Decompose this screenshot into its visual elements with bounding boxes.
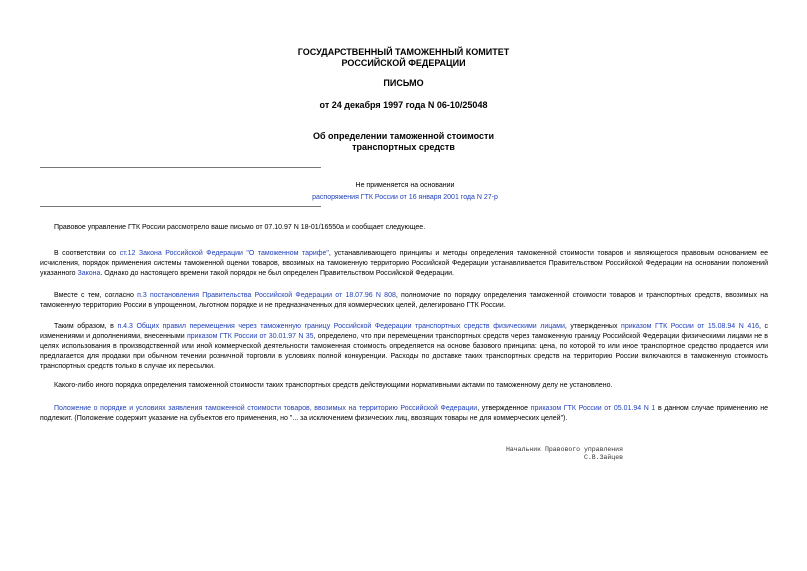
paragraph-2-text-c: . Однако до настоящего времени такой порядок не был определен Правительством Российской Федерации. (100, 270, 454, 277)
status-note-link[interactable]: распоряжения ГТК России от 16 января 2001 года N 27-р (312, 194, 498, 201)
paragraph-4-text-c: , с изменениями и дополнениями, внесенными (40, 323, 769, 340)
paragraph-2-text-a: В соответствии со (54, 250, 120, 257)
paragraph-4-text-a: Таким образом, в (54, 323, 118, 330)
customs-value-regulation-link[interactable]: Положение о порядке и условиях заявления таможенной стоимости товаров, ввозимых на территорию Российской Федерации (54, 405, 478, 412)
document-date-number: от 24 декабря 1997 года N 06-10/25048 (319, 100, 488, 110)
divider-bottom (40, 206, 321, 207)
order-35-link[interactable]: приказом ГТК России от 30.01.97 N 35 (186, 333, 314, 340)
paragraph-6-text-a: , утвержденное (477, 405, 531, 412)
signatory-position: Начальник Правового управления (505, 446, 623, 453)
paragraph-1-text: Правовое управление ГТК России рассмотрело ваше письмо от 07.10.97 N 18-01/16550а и сообщает следующее. (54, 224, 426, 231)
paragraph-3-text-b: , полномочие по порядку определения таможенной стоимости товаров и транспортных средств, ввозимых на таможенную территорию России в упрощенном, льготном порядке и не предназначенных для коммерческих целей, делегировано ГТК России. (40, 292, 769, 309)
paragraph-4-text-d: , определено, что при перемещении транспортных средств через таможенную границу Российской Федерации физическими лицами не в целях использования в производственной или иной коммерческой деятельности таможенная стоимость определяется на основе базового принципа: цена, по которой то или иное транспортное средство продается или предлагается для продажи при обычном течении розничной торговли в условиях полной конкуренции. Расходы по доставке таких транспортных средств на территорию России включаются в таможенную стоимость транспортных средств только в случае их пересылки. (40, 333, 768, 370)
paragraph-5-text: Какого-либо иного порядка определения таможенной стоимости таких транспортных средств действующими нормативными актами по таможенному делу не установлено. (54, 382, 613, 389)
paragraph-3 (40, 291, 768, 311)
issuer-line-2: РОССИЙСКОЙ ФЕДЕРАЦИИ (341, 58, 466, 68)
paragraph-2 (40, 249, 768, 279)
paragraph-5 (40, 381, 768, 391)
paragraph-2-text-b: , устанавливающего принципы и методы определения таможенной стоимости товаров и являющегося правовым основанием ее исчисления, порядок применения системы таможенной оценки товаров, ввозимых на таможенную территорию Российской Федерации устанавливается Правительством Российской Федерации на основании положений указанного (40, 250, 768, 277)
subject-line-2: транспортных средств (352, 142, 455, 152)
subject-line-1: Об определении таможенной стоимости (312, 131, 494, 141)
issuer-heading (0, 47, 807, 69)
paragraph-6 (40, 404, 768, 424)
document-type: ПИСЬМО (383, 78, 424, 88)
government-decree-808-link[interactable]: п.3 постановления Правительства Российской Федерации от 18.07.96 N 808 (137, 292, 396, 299)
divider-top (40, 167, 321, 168)
order-416-link[interactable]: приказом ГТК России от 15.08.94 N 416 (621, 323, 759, 330)
status-note (300, 180, 510, 204)
status-note-text: Не применяется на основании (355, 182, 455, 189)
paragraph-4 (40, 322, 768, 372)
issuer-line-1: ГОСУДАРСТВЕННЫЙ ТАМОЖЕННЫЙ КОМИТЕТ (297, 47, 510, 57)
document-subject (0, 131, 807, 153)
general-rules-link[interactable]: п.4.3 Общих правил перемещения через таможенную границу Российской Федерации транспортных средств физическими лицами (117, 323, 565, 330)
paragraph-3-text-a: Вместе с тем, согласно (54, 292, 138, 299)
order-1-link[interactable]: приказом ГТК России от 05.01.94 N 1 (530, 405, 656, 412)
signature-block (506, 446, 623, 462)
law-link[interactable]: Закона (77, 270, 101, 277)
signatory-name: С.В.Зайцев (583, 454, 623, 461)
paragraph-4-text-b: , утвержденных (564, 323, 622, 330)
paragraph-1 (40, 223, 768, 233)
paragraph-6-text-b: в данном случае применению не подлежит. (Положение содержит указание на субъектов его применения, но "... за исключением физических лиц, ввозящих товары не для коммерческих целей"). (40, 405, 768, 422)
law-article-12-link[interactable]: ст.12 Закона Российской Федерации "О таможенном тарифе" (119, 250, 329, 257)
